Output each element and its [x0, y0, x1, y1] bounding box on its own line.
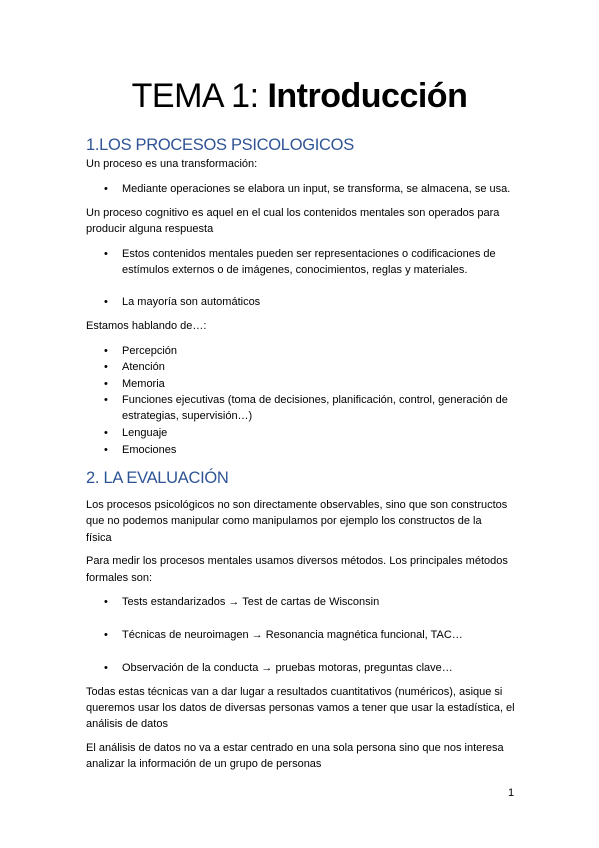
- list-item: [104, 246, 517, 263]
- title-prefix: TEMA 1:: [131, 77, 268, 115]
- list-item-cont: estrategias, supervisión…): [122, 410, 253, 422]
- bullet-icon: •: [104, 394, 108, 406]
- paragraph: El análisis de datos no va a estar centrado en una sola persona sino que nos interesa: [86, 742, 504, 754]
- list-item-text: Observación de la conducta → pruebas motoras, preguntas clave…: [122, 662, 453, 674]
- bullet-icon: •: [104, 345, 108, 357]
- title-main: Introducción: [267, 77, 468, 115]
- list-item: [104, 294, 517, 311]
- paragraph-cont: queremos usar los datos de diversas personas vamos a tener que usar la estadística, el: [86, 702, 515, 714]
- paragraph-cont: física: [86, 532, 112, 544]
- bullet-icon: •: [104, 427, 108, 439]
- bullet-icon: •: [104, 361, 108, 373]
- list-item-text: Lenguaje: [122, 427, 168, 439]
- paragraph-cont: que no podemos manipular como manipulamos por ejemplo los constructos de la: [86, 515, 482, 527]
- list-item: [104, 425, 517, 442]
- list-item: [104, 594, 517, 611]
- paragraph-cont: análisis de datos: [86, 718, 168, 730]
- bullet-icon: •: [104, 378, 108, 390]
- paragraph-cont: formales son:: [86, 572, 153, 584]
- paragraph: Un proceso es una transformación:: [86, 158, 258, 170]
- page-number: 1: [508, 787, 515, 799]
- paragraph: Estamos hablando de…:: [86, 320, 207, 332]
- list-item: [104, 442, 517, 459]
- list-item-text: Técnicas de neuroimagen → Resonancia magnética funcional, TAC…: [122, 629, 463, 641]
- bullet-icon: •: [104, 596, 108, 608]
- paragraph: Los procesos psicológicos no son directamente observables, sino que son constructos: [86, 499, 508, 511]
- bullet-icon: •: [104, 296, 108, 308]
- bullet-icon: •: [104, 183, 108, 195]
- section-heading-procesos: 1.LOS PROCESOS PSICOLOGICOS: [86, 136, 354, 154]
- list-item: [104, 343, 517, 360]
- bullet-icon: •: [104, 629, 108, 641]
- list-item-text: Tests estandarizados → Test de cartas de Wisconsin: [122, 596, 380, 608]
- list-item: [104, 376, 517, 393]
- list-item-text: Mediante operaciones se elabora un input, se transforma, se almacena, se usa.: [122, 183, 511, 195]
- list-item: [104, 392, 517, 409]
- list-item: [104, 627, 517, 644]
- bullet-icon: •: [104, 662, 108, 674]
- list-item-text: Atención: [122, 361, 165, 373]
- paragraph: Un proceso cognitivo es aquel en el cual los contenidos mentales son operados para: [86, 207, 500, 219]
- paragraph-cont: analizar la información de un grupo de personas: [86, 758, 322, 770]
- list-item-text: La mayoría son automáticos: [122, 296, 261, 308]
- list-item: [104, 660, 517, 677]
- list-item-text: Estos contenidos mentales pueden ser representaciones o codificaciones de: [122, 248, 496, 260]
- paragraph: Todas estas técnicas van a dar lugar a resultados cuantitativos (numéricos), asique si: [86, 686, 503, 698]
- paragraph: Para medir los procesos mentales usamos diversos métodos. Los principales métodos: [86, 555, 508, 567]
- bullet-icon: •: [104, 444, 108, 456]
- page-title: [0, 74, 599, 118]
- list-item: [104, 359, 517, 376]
- bullet-icon: •: [104, 248, 108, 260]
- list-item-cont: estímulos externos o de imágenes, conocimientos, reglas y materiales.: [122, 264, 468, 276]
- section-heading-evaluacion: 2. LA EVALUACIÓN: [86, 469, 229, 487]
- list-item-text: Funciones ejecutivas (toma de decisiones, planificación, control, generación de: [122, 394, 508, 406]
- paragraph-cont: producir alguna respuesta: [86, 223, 214, 235]
- list-item-text: Percepción: [122, 345, 178, 357]
- list-item: [104, 181, 517, 198]
- list-item-text: Emociones: [122, 444, 177, 456]
- list-item-text: Memoria: [122, 378, 165, 390]
